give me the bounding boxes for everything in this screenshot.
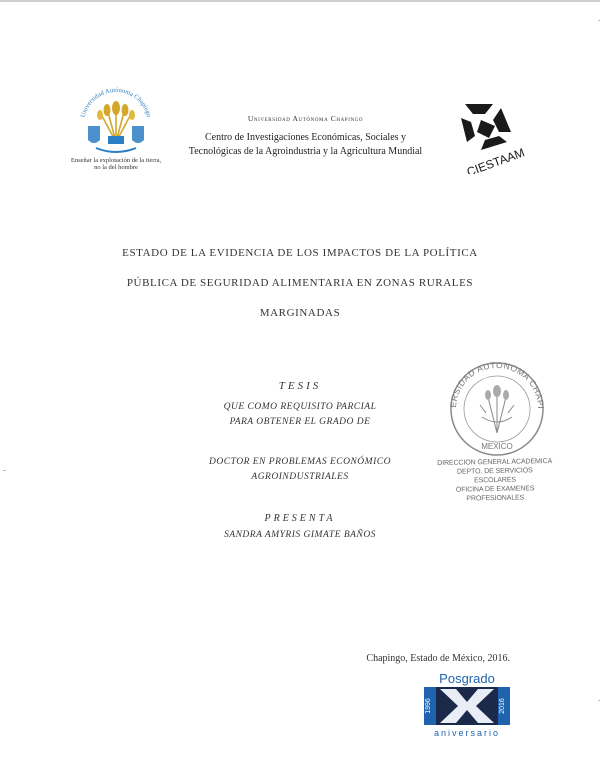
stamp-line-3: OFICINA DE EXAMENES PROFESIONALES <box>455 485 535 503</box>
posgrado-label: Posgrado <box>439 671 495 686</box>
center-name-line-2: Tecnológicas de la Agroindustria y la Agricultura Mundial <box>188 146 423 157</box>
university-name: Universidad Autónoma Chapingo <box>247 114 364 123</box>
ciestaam-emblem-icon <box>445 96 545 174</box>
university-motto: Enseñar la explotación de la tierra, no la del hombre <box>70 157 162 171</box>
stamp-line-2: DEPTO. DE SERVICIOS ESCOLARES <box>456 467 533 485</box>
thesis-details <box>190 380 410 540</box>
seal-emblem-icon <box>442 357 552 457</box>
ciestaam-logo <box>445 96 545 174</box>
title-line-1: ESTADO DE LA EVIDENCIA DE LOS IMPACTOS DE LA POLÍTICA <box>122 247 478 259</box>
requirement-line-1: QUE COMO REQUISITO PARCIAL <box>223 402 377 412</box>
thesis-title <box>80 238 520 328</box>
requirement-line-2: PARA OBTENER EL GRADO DE <box>229 417 371 427</box>
top-border-line <box>0 0 600 2</box>
chapingo-emblem-icon <box>74 80 158 160</box>
stamp-line-1: DIRECCION GENERAL ACADEMICA <box>437 458 553 468</box>
degree-name <box>190 455 410 485</box>
center-name-line-1: Centro de Investigaciones Económicas, Sociales y <box>204 132 407 143</box>
scan-mark <box>3 470 6 471</box>
degree-line-2: AGROINDUSTRIALES <box>251 472 349 482</box>
seal-ring-text: ERSIDAD AUTONOMA CHAPI <box>447 359 547 410</box>
posgrado-subtitle: aniversario <box>433 728 501 738</box>
degree-line-1: DOCTOR EN PROBLEMAS ECONÓMICO <box>209 457 391 467</box>
logo-ring-text: Universidad Autónoma Chapingo <box>79 86 153 119</box>
posgrado-year-end: 2016 <box>499 698 506 714</box>
posgrado-anniversary-icon <box>418 670 516 742</box>
title-line-2: PÚBLICA DE SEGURIDAD ALIMENTARIA EN ZONAS RURALES <box>126 277 474 289</box>
seal-bottom-text: MEXICO <box>481 442 513 451</box>
title-line-3: MARGINADAS <box>259 307 341 319</box>
institution-header <box>168 114 443 159</box>
ciestaam-label: CIESTAAM <box>464 145 527 174</box>
document-type: TESIS <box>278 380 322 392</box>
requirement-text <box>190 400 410 430</box>
author-name: SANDRA AMYRIS GIMATE BAÑOS <box>224 530 376 540</box>
university-seal <box>442 357 552 457</box>
posgrado-year-start: 1996 <box>425 698 432 714</box>
posgrado-logo <box>418 670 516 742</box>
place-and-date: Chapingo, Estado de México, 2016. <box>366 653 510 664</box>
research-center-name <box>168 131 443 159</box>
office-stamp <box>436 457 555 504</box>
svg-text:UNIVERSIDAD AUTONOMA CHAPINGO <box>442 357 546 409</box>
presents-label: PRESENTA <box>264 513 336 524</box>
